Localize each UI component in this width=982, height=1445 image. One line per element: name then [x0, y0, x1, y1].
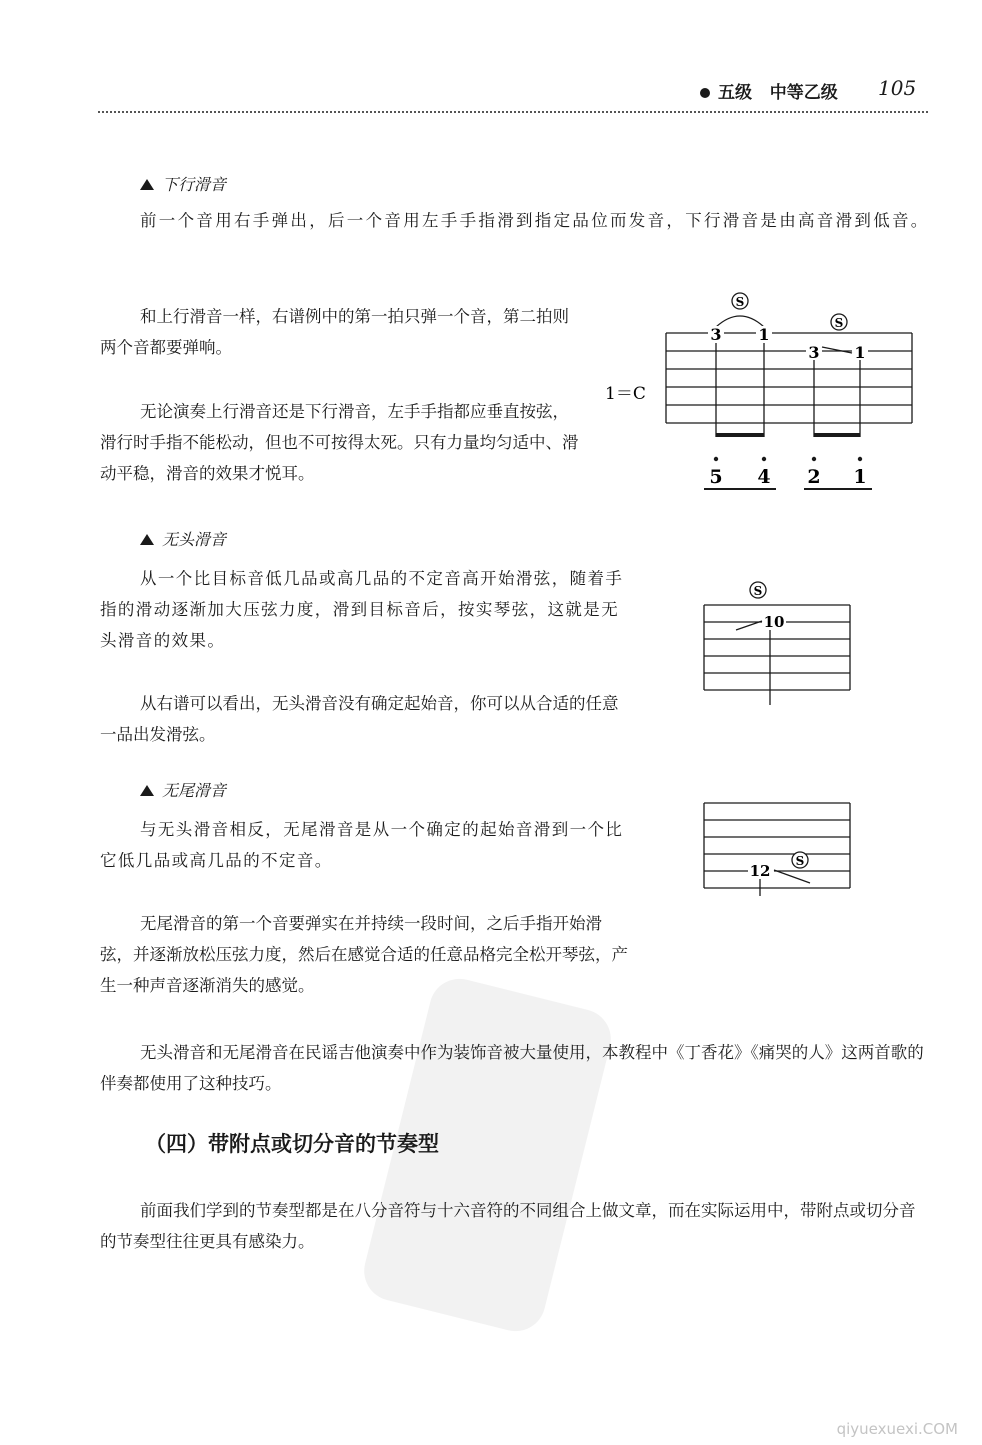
header-divider: [98, 111, 928, 113]
tab-example-tailless: [690, 790, 870, 900]
triangle-icon: [140, 534, 154, 545]
fret-12: 12: [749, 862, 771, 880]
svg-text:S: S: [735, 295, 745, 309]
fret-1-a: 1: [758, 325, 770, 344]
jianpu-4: 4: [757, 466, 771, 488]
rhythm-heading: （四）带附点或切分音的节奏型: [145, 1132, 439, 1156]
site-watermark: qiyuexuexi.COM: [836, 1420, 958, 1438]
jianpu-2: 2: [807, 466, 821, 488]
key-signature: 1＝C: [605, 384, 646, 404]
section-title-headless: 无头滑音: [140, 527, 226, 550]
fret-3-b: 3: [808, 343, 820, 362]
tab-example-headless: [690, 575, 870, 715]
page-number: 105: [878, 76, 917, 100]
jianpu-5: 5: [709, 466, 723, 488]
downward-para-1: 前一个音用右手弹出，后一个音用左手手指滑到指定品位而发音，下行滑音是由高音滑到低音。: [140, 211, 930, 230]
running-header: [700, 78, 838, 103]
summary-para: 无头滑音和无尾滑音在民谣吉他演奏中作为装饰音被大量使用，本教程中《丁香花》《痛哭的人》这两首歌的伴奏都使用了这种技巧。: [100, 1043, 924, 1093]
headless-para-2: 从右谱可以看出，无头滑音没有确定起始音，你可以从合适的任意一品出发滑弦。: [100, 694, 619, 744]
jianpu-1: 1: [853, 466, 867, 488]
svg-text:S: S: [834, 316, 844, 330]
svg-text:S: S: [795, 854, 805, 868]
downward-para-2: 和上行滑音一样，右谱例中的第一拍只弹一个音，第二拍则两个音都要弹响。: [100, 307, 569, 357]
bullet-icon: [700, 88, 710, 98]
section-title-tailless: 无尾滑音: [140, 778, 226, 801]
fret-10: 10: [763, 613, 785, 631]
fret-3-a: 3: [710, 325, 722, 344]
tab-example-downward: [600, 285, 940, 495]
svg-text:S: S: [753, 584, 763, 598]
rhythm-para: 前面我们学到的节奏型都是在八分音符与十六音符的不同组合上做文章，而在实际运用中，带附点或切分音的节奏型往往更具有感染力。: [100, 1201, 916, 1251]
triangle-icon: [140, 179, 154, 190]
fret-1-b: 1: [854, 343, 866, 362]
tailless-para-2: 无尾滑音的第一个音要弹实在并持续一段时间，之后手指开始滑弦，并逐渐放松压弦力度，然后在感觉合适的任意品格完全松开琴弦，产生一种声音逐渐消失的感觉。: [100, 914, 628, 995]
headless-para-1: 从一个比目标音低几品或高几品的不定音高开始滑弦，随着手指的滑动逐渐加大压弦力度，滑到目标音后，按实琴弦，这就是无头滑音的效果。: [100, 569, 624, 650]
triangle-icon: [140, 785, 154, 796]
downward-para-3: 无论演奏上行滑音还是下行滑音，左手手指都应垂直按弦，滑行时手指不能松动，但也不可按得太死。只有力量均匀适中、滑动平稳，滑音的效果才悦耳。: [100, 402, 579, 483]
section-title-downward: 下行滑音: [140, 172, 226, 195]
header-grade: 中等乙级: [769, 83, 838, 103]
tailless-para-1: 与无头滑音相反，无尾滑音是从一个确定的起始音滑到一个比它低几品或高几品的不定音。: [100, 820, 624, 870]
header-level: 五级: [718, 83, 752, 103]
